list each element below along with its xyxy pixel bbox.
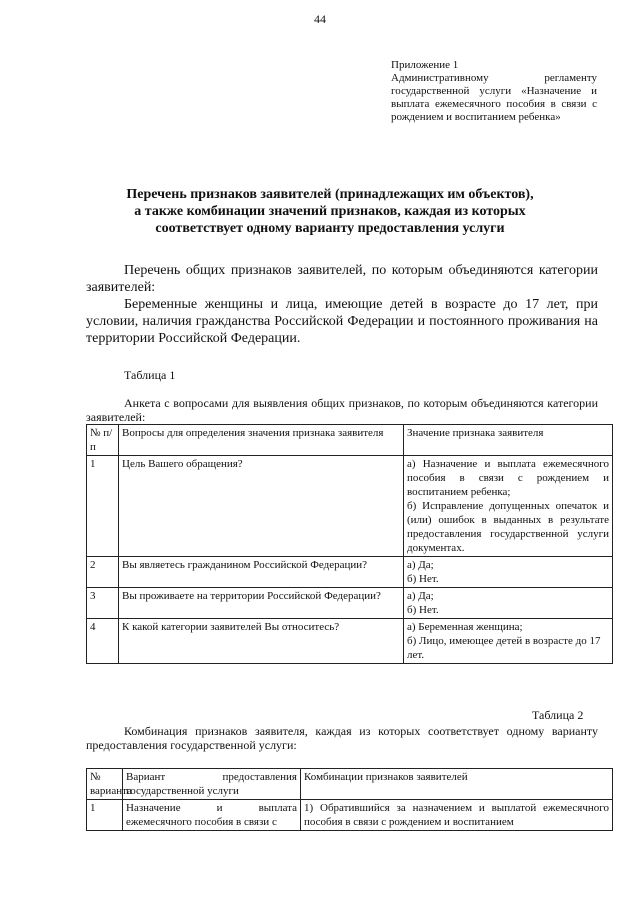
table-row: [87, 588, 613, 619]
row-number: 3: [87, 588, 119, 619]
table-row: [87, 557, 613, 588]
answer-b: б) Нет.: [407, 604, 439, 616]
header-number: № п/п: [87, 425, 119, 456]
answer-b: б) Лицо, имеющее детей в возрасте до 17 лет.: [407, 635, 601, 661]
table-row: [87, 456, 613, 557]
answer-a: а) Назначение и выплата ежемесячного пособия в связи с рождением и воспитанием ребенка;: [407, 458, 609, 498]
paragraph-applicants: Беременные женщины и лица, имеющие детей в возрасте до 17 лет, при условии, наличия гражданства Российской Федерации и постоянного проживания на территории Российской Федерации.: [86, 297, 598, 346]
annex-block: [391, 59, 597, 124]
header-variant-number: № варианта: [87, 769, 123, 800]
annex-title: Приложение 1: [391, 59, 459, 71]
answer-b: б) Исправление допущенных опечаток и (или) ошибок в выданных в результате предоставления государственной услуги документах.: [407, 500, 609, 554]
row-number: 2: [87, 557, 119, 588]
table-header-row: [87, 425, 613, 456]
row-number: 1: [87, 456, 119, 557]
row-answers: [404, 588, 613, 619]
row-question: Цель Вашего обращения?: [119, 456, 404, 557]
variants-table: [86, 768, 613, 831]
answer-a: а) Да;: [407, 559, 434, 571]
table-header-row: [87, 769, 613, 800]
answer-a: а) Беременная женщина;: [407, 621, 523, 633]
row-answers: [404, 456, 613, 557]
title-line-2: а также комбинации значений признаков, каждая из которых: [134, 204, 526, 219]
row-answers: [404, 619, 613, 664]
row-number: 4: [87, 619, 119, 664]
row-question: К какой категории заявителей Вы относитесь?: [119, 619, 404, 664]
table2-caption: Таблица 2: [532, 708, 584, 722]
table1-intro: Анкета с вопросами для выявления общих признаков, по которым объединяются категории заявителей:: [86, 396, 598, 424]
table1-caption: Таблица 1: [124, 368, 176, 382]
table-row: [87, 619, 613, 664]
row-answers: [404, 557, 613, 588]
row-combination: 1) Обратившийся за назначением и выплатой ежемесячного пособия в связи с рождением и воспитанием: [301, 800, 613, 831]
answer-a: а) Да;: [407, 590, 434, 602]
header-combinations: Комбинации признаков заявителей: [301, 769, 613, 800]
title-line-1: Перечень признаков заявителей (принадлежащих им объектов),: [126, 187, 534, 202]
row-number: 1: [87, 800, 123, 831]
document-title: [110, 186, 550, 237]
row-question: Вы проживаете на территории Российской Федерации?: [119, 588, 404, 619]
row-question: Вы являетесь гражданином Российской Федерации?: [119, 557, 404, 588]
title-line-3: соответствует одному варианту предоставления услуги: [155, 221, 505, 236]
table-row: [87, 800, 613, 831]
header-value: Значение признака заявителя: [404, 425, 613, 456]
page-number: 44: [314, 12, 326, 26]
questionnaire-table: [86, 424, 613, 664]
table2-intro: Комбинация признаков заявителя, каждая из которых соответствует одному варианту предоставления государственной услуги:: [86, 724, 598, 752]
header-variant: Вариант предоставления государственной услуги: [123, 769, 301, 800]
header-question: Вопросы для определения значения признака заявителя: [119, 425, 404, 456]
paragraph-general-signs: Перечень общих признаков заявителей, по которым объединяются категории заявителей:: [86, 263, 598, 295]
row-variant: Назначение и выплата ежемесячного пособия в связи с: [123, 800, 301, 831]
annex-text: Административному регламенту государственной услуги «Назначение и выплата ежемесячного пособия в связи с рождением и воспитанием ребенка»: [391, 72, 597, 123]
answer-b: б) Нет.: [407, 573, 439, 585]
